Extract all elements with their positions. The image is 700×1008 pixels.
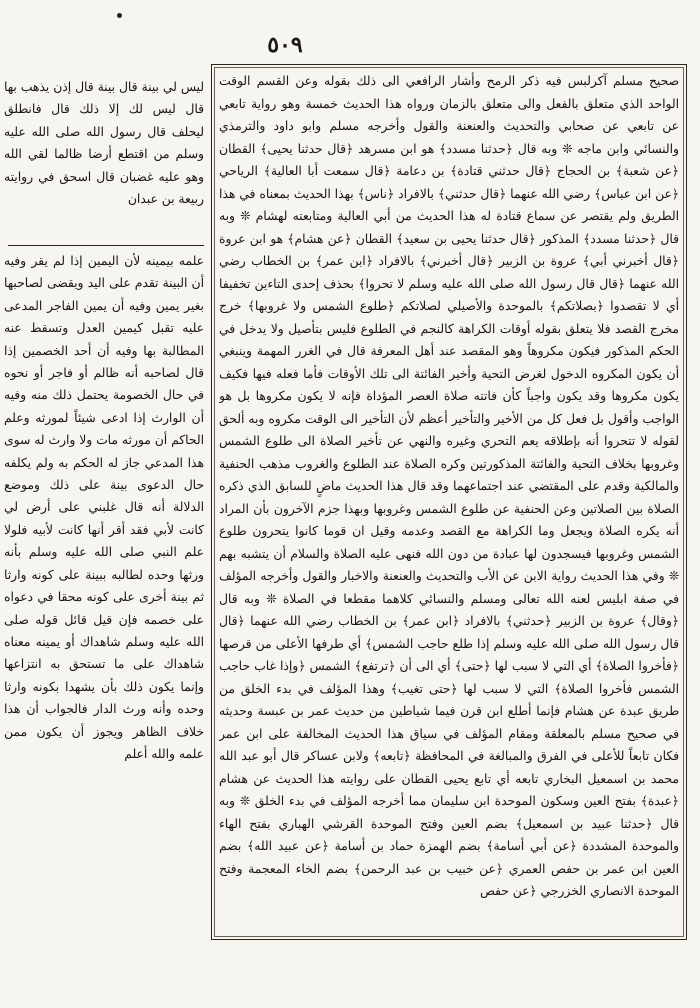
margin-text-lower — [4, 250, 204, 765]
margin-paragraph-upper: ليس لي بينة قال بينة قال إذن يذهب بها قال ليس لك إلا ذلك قال فانطلق ليحلف قال رسول الله صلى الله عليه وسلم من اقتطع أرضا ظالما لقي الله وهو عليه غضبان قال اسحق في روايته ربيعة بن عبدان — [4, 80, 204, 207]
margin-text-upper — [4, 76, 204, 210]
main-paragraph: صحيح مسلم آكرلبس فيه ذكر الرمح وأشار الرافعي الى ذلك بقوله وعن القسم الوقت الواحد الذي متعلق بالفعل والى متعلق بالزمان ورواه هذا الحديث خمسة وهو رواية تابعي عن تابعي عن صحابي والتحديث والعنعنة والقول وأخرجه مسلم وابو داود والترمذي والنسائي وابن ماجه ❊ وبه قال ﴿حدثنا مسدد﴾ هو ابن مسرهد ﴿قال حدثنا يحيى﴾ القطان ﴿عن شعبة﴾ بن الحجاج ﴿قال حدثني قتادة﴾ بن دعامة ﴿قال سمعت أبا العالية﴾ الرياحي ﴿عن ابن عباس﴾ رضي الله عنهما ﴿قال حدثني﴾ بالافراد ﴿ناس﴾ بهذا الحديث بمعناه في هذا الطريق ولم يقتصر عن سماع قتادة له هذا الحديث من أبي العالية ومتابعته لهشام ❊ وبه قال ﴿حدثنا مسدد﴾ المذكور ﴿قال حدثنا يحيى بن سعيد﴾ القطان ﴿عن هشام﴾ هو ابن عروة ﴿قال أخبرني أبي﴾ عروة بن الزبير ﴿قال أخبرني﴾ بالافراد ﴿ابن عمر﴾ بن الخطاب رضي الله عنهما ﴿قال قال رسول الله صلى الله عليه وسلم لا تحروا﴾ بحذف إحدى التاءين تخفيفا أي لا تقصدوا ﴿بصلاتكم﴾ بالموحدة والأصيلي لصلاتكم ﴿طلوع الشمس ولا غروبها﴾ خرج مخرج القصد فلا يتعلق بقوله أوقات الكراهة كالنجم في الطلوع فليس بتأصيل ولا يدخل في الحكم المذكور فيكون مكروهاً وهو المقصد عند أهل المعرفة قال في الغرر المهمة وينبغي أن يكون المكروه الدخول لغرض التحية وأخير الفائتة الى تلك الأوقات فأما فعله فيها فكيف يكون مكروها وقد يكون واجباً كأن فاتته صلاة العصر المؤداة فإنه لا يكون مكروها بل هو الواجب وأقول بل فعل كل من الأخير والتأخير أعظم لأن التأخير الى الوقت مكروه وبه ألحق لقوله لا تتحروا أنه بإطلاقه يعم التحري وغيره والنهي عن تأخير الصلاة الى طلوع الشمس وغروبها بخلاف التحية والفائتة المذكورتين وكره الصلاة عند الطلوع والغروب مذهب الحنفية والمالكية وقدم على المقتضي عند اجتماعهما وقد قال هذا الحديث ماضٍ للسابق الذي ذكره الصلاة بين الصلاتين وعن الحنفية عن طلوع الشمس وغروبها وبهذا جزم الآخرون بأن المراد أنه يكره الصلاة ويجعل وما الكراهة مع القصد وعدمه وقيل ان قوما كانوا يتحرون طلوع الشمس وغروبها فيسجدون لها عبادة من دون الله فنهى عليه الصلاة والسلام أن يتشبه بهم ❊ وفي هذا الحديث رواية الابن عن الأب والتحديث والعنعنة والاخبار والقول وأخرجه المؤلف في صفة ابليس لعنه الله تعالى ومسلم والنسائي كلاهما مقطعا في الصلاة ❊ وبه قال ﴿وقال﴾ عروة بن الزبير ﴿حدثني﴾ بالافراد ﴿ابن عمر﴾ بن الخطاب رضي الله عنهما ﴿قال قال رسول الله صلى الله عليه وسلم إذا طلع حاجب الشمس﴾ أي طرفها الأعلى من قرصها ﴿فأخروا الصلاة﴾ أي التي لا سبب لها ﴿حتى﴾ أي الى أن ﴿ترتفع﴾ الشمس ﴿وإذا غاب حاجب الشمس فأخروا الصلاة﴾ التي لا سبب لها ﴿حتى تغيب﴾ وهذا المؤلف في بدء الخلق من طريق عبدة عن هشام فإنما أطلع ابن قرن فيما شياطين من حديث عمر بن عبسة وحديثه في صحيح مسلم بالمعلقة ومقام المؤلف في سياق هذا الحديث المخالفة على ابن عمر فكان تابعاً للأعلى في الفرق والمبالغة في المحافظة ﴿تابعه﴾ ولابن عساكر قال أبو عبد الله محمد بن اسمعيل البخاري تابعه أي تابع يحيى القطان على روايته هذا الحديث عن هشام ﴿عبدة﴾ بفتح العين وسكون الموحدة ابن سليمان مما أخرجه المؤلف في بدء الخلق ❊ وبه قال ﴿حدثنا عبيد بن اسمعيل﴾ بضم العين وفتح الموحدة القرشي الهباري بفتح الهاء والموحدة المشددة ﴿عن أبي أسامة﴾ بضم الهمزة حماد بن أسامة ﴿عن عبيد الله﴾ بضم العين ابن عمر بن حفص العمري ﴿عن خبيب بن عبد الرحمن﴾ بضم الخاء المعجمة وفتح الموحدة الانصاري الخزرجي ﴿عن حفص — [219, 74, 679, 898]
margin-divider — [8, 245, 204, 246]
ink-dot — [117, 13, 122, 18]
margin-paragraph-lower: علمه بيمينه لأن اليمين إذا لم يقر وفيه أن البينة تقدم على اليد ويقضى لصاحبها بغير يمين وفيه أن يمين الفاجر المدعى عليه تقبل كيمين العدل وتسقط عنه المطالبة بها وفيه أن أحد الخصمين إذا قال لصاحبه أنه ظالم أو فاجر أو نحوه في حال الخصومة يحتمل ذلك منه وفيه أن الوارث إذا ادعى شيئاً لمورثه وعلم الحاكم أن مورثه مات ولا وارث له سوى هذا المدعي جاز له الحكم به ولم يكلفه حال الدعوى بينة على ذلك وموضع الدلالة أنه قال غلبني على أرض لي كانت لأبي فقد أقر أنها كانت لأبيه فلولا علم النبي صلى الله عليه وسلم بأنه ورثها وحده لطالبه ببينة على كونه وارثا ثم بينة أخرى على كونه محقا في دعواه على خصمه فإن قيل قائل قوله صلى الله عليه وسلم شاهداك أو يمينه معناه شاهداك على ما تستحق به انتزاعها وإنما يكون ذلك بأن يشهدا بكونه وارثا وحده وأنه ورث الدار فالجواب أن هذا خلاف الظاهر ويجوز أن يكون ممن علمه والله أعلم — [4, 254, 204, 761]
main-commentary-text — [219, 70, 679, 934]
page-number: ٥٠٩ — [267, 32, 303, 58]
